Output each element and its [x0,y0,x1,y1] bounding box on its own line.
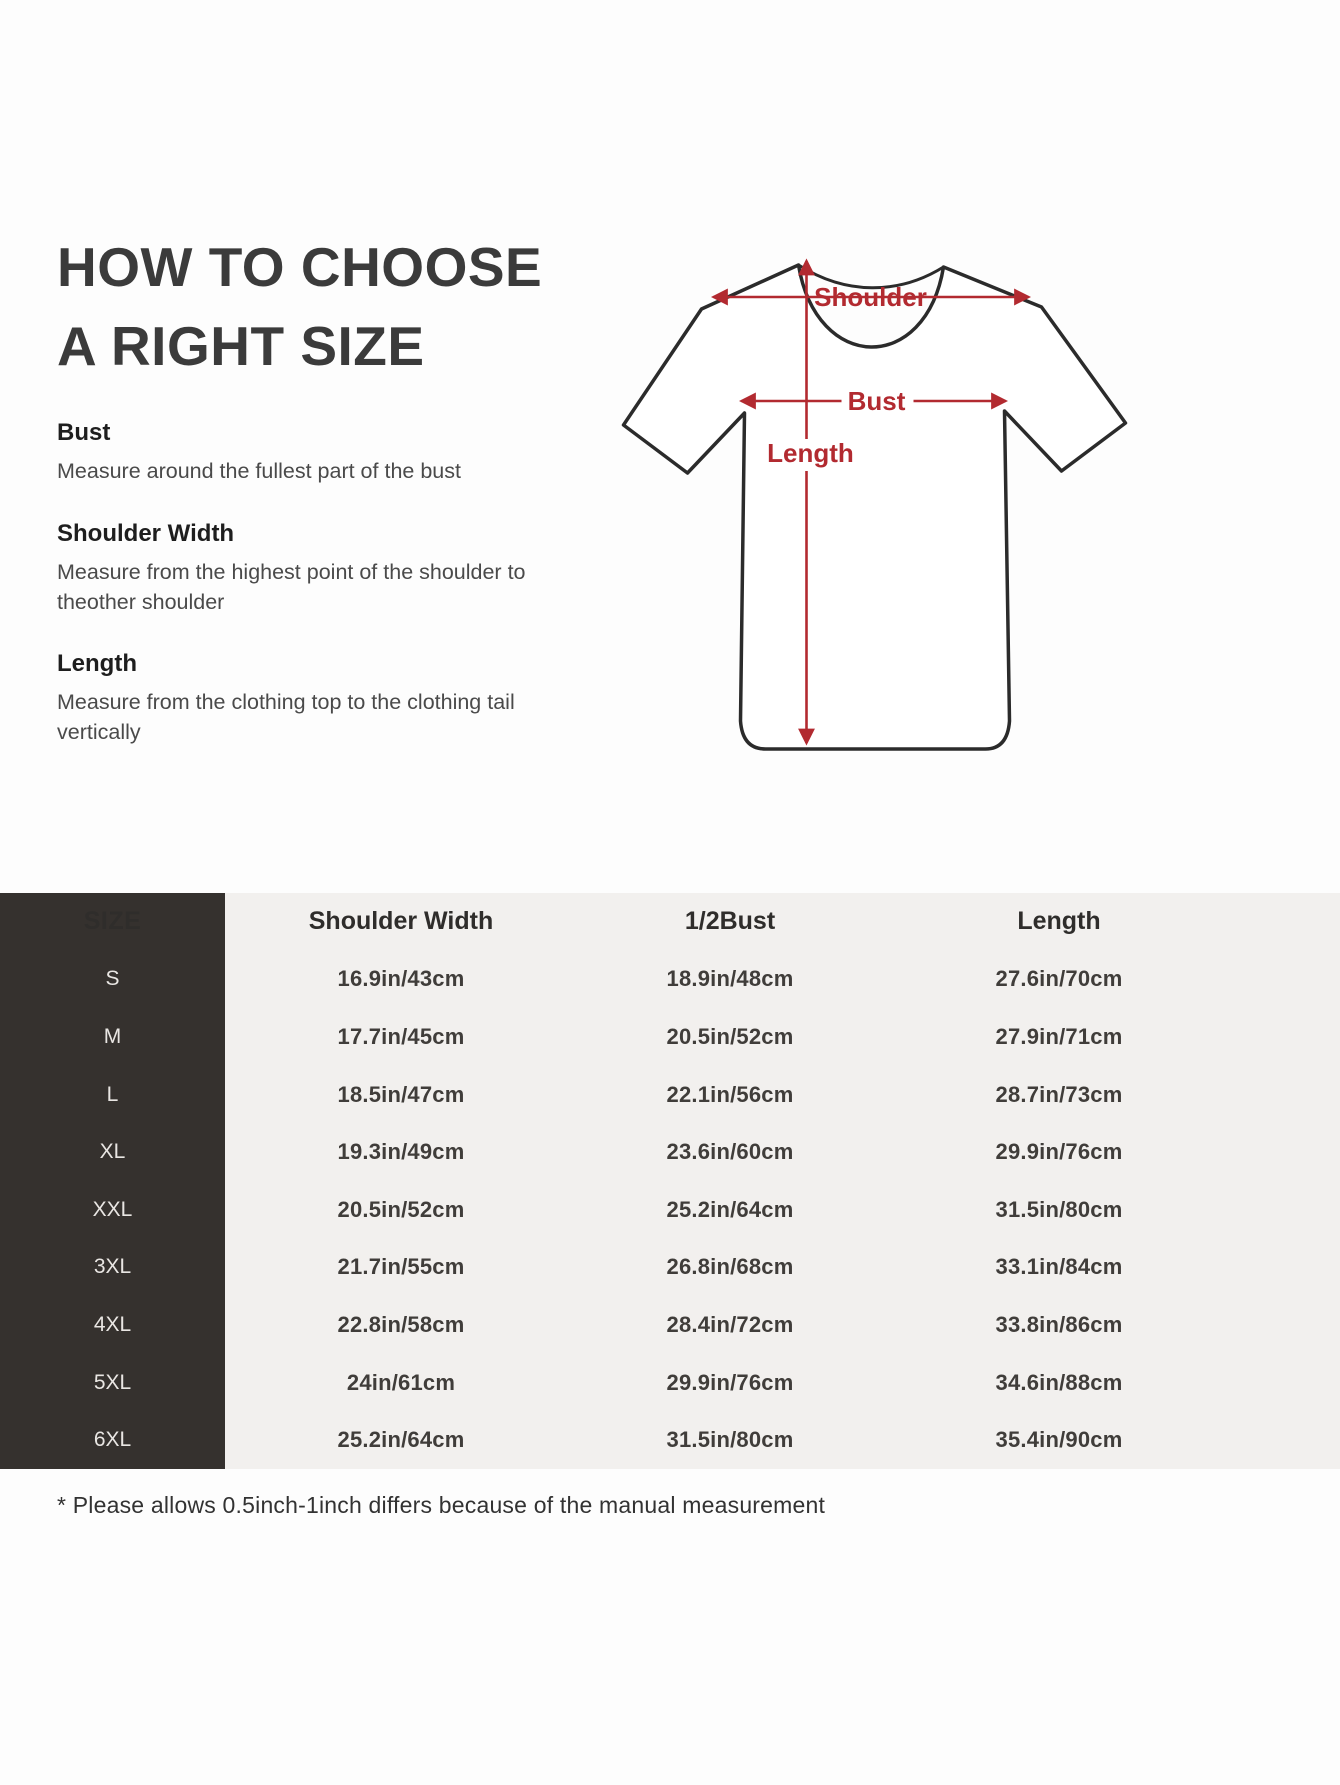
definition-term: Shoulder Width [57,520,235,548]
header-half-bust: 1/2Bust [684,907,776,936]
length-cell: 34.6in/88cm [995,1369,1123,1395]
header-filler [1235,893,1340,951]
shoulder-width-cell: 19.3in/49cm [337,1139,465,1165]
definition-term: Bust [57,419,111,447]
row-filler [1235,951,1340,1009]
half-bust-cell: 23.6in/60cm [666,1139,794,1165]
table-row [0,1181,1340,1239]
header-length: Length [1017,907,1101,936]
table-row [0,1008,1340,1066]
page-title-line-1: HOW TO CHOOSE [57,236,543,298]
tshirt-diagram [612,243,1140,768]
half-bust-cell: 26.8in/68cm [666,1254,794,1280]
length-cell: 28.7in/73cm [995,1081,1123,1107]
size-cell: 4XL [0,1296,225,1354]
header-size: SIZE [0,893,225,951]
table-row [0,951,1340,1009]
definition-length [57,650,602,747]
definition-desc: Measure around the fullest part of the bust [57,459,461,484]
shoulder-width-cell: 16.9in/43cm [337,966,465,992]
length-cell: 27.6in/70cm [995,966,1123,992]
definition-desc: Measure from the highest point of the shoulder to theother shoulder [57,560,526,614]
length-cell: 33.8in/86cm [995,1311,1123,1337]
row-filler [1235,1066,1340,1124]
half-bust-cell: 18.9in/48cm [666,966,794,992]
half-bust-cell: 28.4in/72cm [666,1311,794,1337]
size-cell: S [0,951,225,1009]
intro-section [57,228,602,748]
size-cell: 5XL [0,1354,225,1412]
definition-bust [57,419,602,487]
row-filler [1235,1181,1340,1239]
size-cell: M [0,1008,225,1066]
table-row [0,1411,1340,1469]
shoulder-width-cell: 20.5in/52cm [337,1196,465,1222]
half-bust-cell: 20.5in/52cm [666,1023,794,1049]
bust-label: Bust [847,386,906,416]
tshirt-illustration [612,243,1140,768]
half-bust-cell: 29.9in/76cm [666,1369,794,1395]
table-row [0,1296,1340,1354]
half-bust-cell: 31.5in/80cm [666,1427,794,1453]
definition-term: Length [57,650,137,678]
size-cell: L [0,1066,225,1124]
length-cell: 33.1in/84cm [995,1254,1123,1280]
size-cell: 3XL [0,1239,225,1297]
table-row [0,1066,1340,1124]
shoulder-width-cell: 25.2in/64cm [337,1427,465,1453]
size-cell: XL [0,1123,225,1181]
table-row [0,1239,1340,1297]
table-header-row [0,893,1340,951]
shoulder-width-cell: 18.5in/47cm [337,1081,465,1107]
shoulder-width-cell: 21.7in/55cm [337,1254,465,1280]
half-bust-cell: 25.2in/64cm [666,1196,794,1222]
shoulder-width-cell: 17.7in/45cm [337,1023,465,1049]
row-filler [1235,1123,1340,1181]
size-table [0,893,1340,1469]
length-cell: 35.4in/90cm [995,1427,1123,1453]
length-cell: 29.9in/76cm [995,1139,1123,1165]
size-cell: XXL [0,1181,225,1239]
tshirt-outline [624,265,1126,749]
definition-desc: Measure from the clothing top to the clothing tail vertically [57,690,515,744]
shoulder-label: Shoulder [814,282,927,312]
table-row [0,1123,1340,1181]
length-cell: 31.5in/80cm [995,1196,1123,1222]
half-bust-cell: 22.1in/56cm [666,1081,794,1107]
size-cell: 6XL [0,1411,225,1469]
shoulder-width-cell: 24in/61cm [346,1369,456,1395]
row-filler [1235,1296,1340,1354]
length-label: Length [767,438,854,468]
length-cell: 27.9in/71cm [995,1023,1123,1049]
row-filler [1235,1008,1340,1066]
row-filler [1235,1239,1340,1297]
footnote: * Please allows 0.5inch-1inch differs because of the manual measurement [57,1492,826,1518]
row-filler [1235,1411,1340,1469]
header-shoulder-width: Shoulder Width [308,907,494,936]
page-title-line-2: A RIGHT SIZE [57,315,425,378]
table-row [0,1354,1340,1412]
row-filler [1235,1354,1340,1412]
definition-shoulder-width [57,520,602,617]
shoulder-width-cell: 22.8in/58cm [337,1311,465,1337]
